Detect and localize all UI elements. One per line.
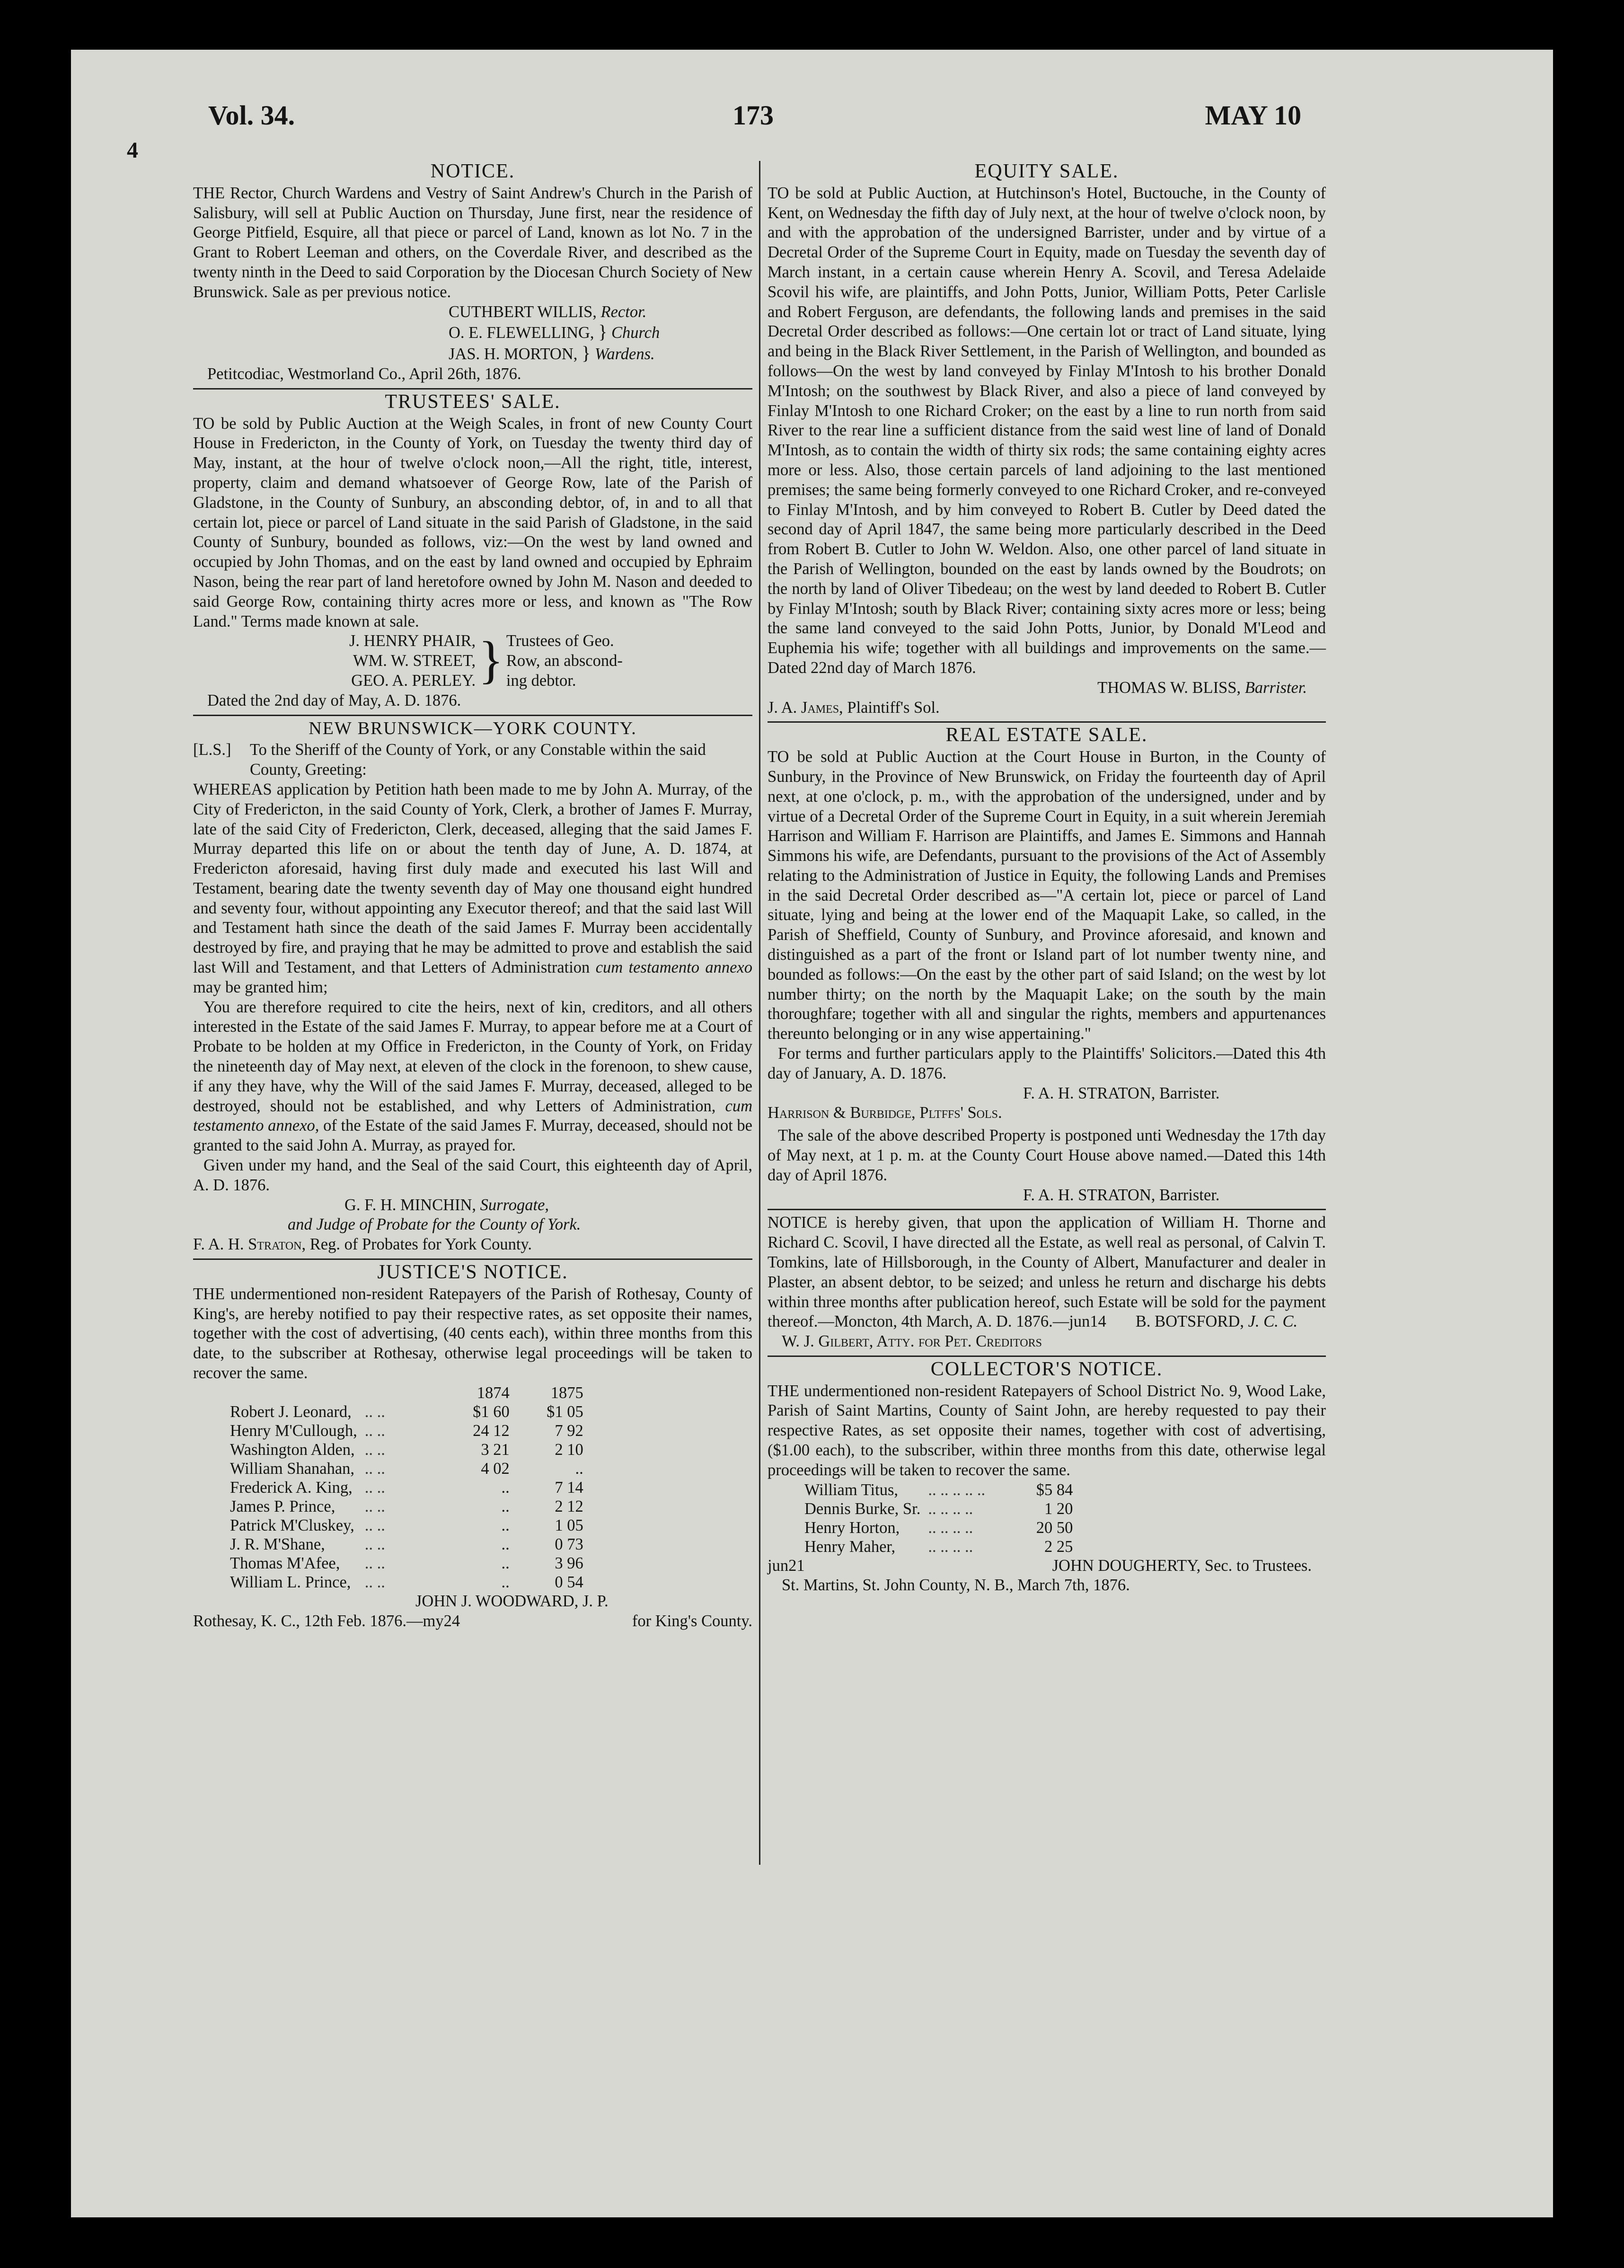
signer-name: JAS. H. MORTON, [449, 345, 578, 363]
rate-1875: 7 14 [555, 1478, 583, 1497]
rate-1874: 3 21 [481, 1440, 510, 1459]
trustee-name: GEO. A. PERLEY. [351, 671, 476, 690]
ratepayer-name: William L. Prince, [230, 1573, 351, 1591]
rate-1874: $1 60 [473, 1402, 510, 1421]
rate-1875: 0 73 [555, 1535, 583, 1553]
real-estate-signature-2: F. A. H. STRATON, Barrister. [1023, 1186, 1220, 1204]
collector-dateline: St. Martins, St. John County, N. B., March 7th, 1876. [782, 1576, 1130, 1595]
ratepayer-name: Robert J. Leonard, [230, 1402, 352, 1421]
leader-dots: .. .. [364, 1459, 385, 1478]
real-estate-postponement: The sale of the above described Property is postponed unti Wednesday the 17th day of May next, at 1 p. m. at the County Court House above named.—Dated this 14th day of April 1876. [768, 1126, 1326, 1184]
collector-rates-table [801, 1480, 1077, 1556]
absent-debtor-signature: B. BOTSFORD, J. C. C. [1135, 1312, 1297, 1331]
notice-body: THE Rector, Church Wardens and Vestry of Saint Andrew's Church in the Parish of Salisbury, will sell at Public Auction on Thursday, June first, near the residence of George Pitfield, Esquire, all that piece or parcel of Land, known as lot No. 7 in the Grant to Robert Leeman and others, on the Coverdale River, and described as the twenty ninth in the Deed to said Corporation by the Diocesan Church Society of New Brunswick. Sale as per previous notice. [193, 184, 752, 301]
leader-dots: .. .. [364, 1516, 385, 1534]
rate-1875: 1 05 [555, 1516, 583, 1534]
rate-1874: .. [501, 1535, 510, 1553]
notice-title: NOTICE. [430, 160, 515, 182]
collector-signature-row [768, 1556, 1326, 1576]
leader-dots: .. .. [364, 1440, 385, 1459]
divider [193, 388, 752, 390]
ratepayer-name: William Shanahan, [230, 1459, 355, 1478]
rate-1874: 4 02 [481, 1459, 510, 1478]
probate-address: To the Sheriff of the County of York, or any Constable within the said County, Greeting: [250, 741, 706, 779]
page-number: 173 [733, 100, 774, 131]
leader-dots: .. .. .. .. [928, 1518, 973, 1537]
divider [193, 1258, 752, 1260]
justice-signature-role: for King's County. [632, 1612, 752, 1630]
ratepayer-name: J. R. M'Shane, [230, 1535, 325, 1553]
trustee-name: WM. W. STREET, [353, 652, 476, 670]
leader-dots: .. .. .. .. [928, 1499, 973, 1518]
real-estate-terms: For terms and further particulars apply to the Plaintiffs' Solicitors.—Dated this 4th day of January, A. D. 1876. [768, 1045, 1326, 1082]
table-row [226, 1516, 587, 1535]
leader-dots: .. .. [364, 1535, 385, 1553]
probate-address-block [193, 740, 752, 780]
equity-solicitor: J. A. James, Plaintiff's Sol. [768, 698, 940, 717]
rate-1874: .. [501, 1478, 510, 1497]
left-column [193, 161, 752, 1631]
trustee-name: J. HENRY PHAIR, [349, 632, 476, 650]
equity-body: TO be sold at Public Auction, at Hutchinson's Hotel, Buctouche, in the County of Kent, on Wednesday the fifth day of July next, at the hour of twelve o'clock noon, by and with the approbation of the undersigned Barrister, under and by virtue of a Decretal Order of the Supreme Court in Equity, made on Tuesday the seventh day of March instant, in a certain cause wherein Henry A. Scovil, and Teresa Adelaide Scovil his wife, are plaintiffs, and John Potts, Junior, William Potts, Peter Carlisle and Robert Ferguson, are defendants, the following lands and premises in the said Decretal Order described as follows:—One certain lot or tract of Land situate, lying and being in the Black River Settlement, in the Parish of Wellington, and bounded as follows—On the west by land conveyed by Finlay M'Intosh to his brother Donald M'Intosh; on the southwest by Black River, and also a piece of land conveyed by Finlay M'Intosh to one Richard Croker; on the east by a line to run north from said River to the rear line a sufficient distance from the said west line of land of Donald M'Intosh, as to contain the width of thirty six rods; the same containing eighty acres more or less. Also, those certain parcels of land adjoining to the last mentioned premises; the same being formerly conveyed to one Richard Croker, and re-conveyed to Finlay M'Intosh, and by him conveyed to Robert B. Cutler by Deed dated the second day of April 1847, the same being more particularly described in the Deed from Robert B. Cutler to John W. Weldon. Also, one other parcel of land situate in the Parish of Wellington, bounded on the east by lands owned by the Boudrots; on the north by land of Oliver Tibedeau; on the west by land deeded to Robert B. Cutler by Finlay M'Intosh; south by Black River; containing sixty acres more or less; being the same land conveyed to the said John Potts, Junior, by Donald M'Leod and Euphemia his wife; together with all buildings and improvements on the same.—Dated 22nd day of March 1876. [768, 184, 1326, 677]
probate-para-2: You are therefore required to cite the heirs, next of kin, creditors, and all others interested in the Estate of the said James F. Murray, to appear before me at a Court of Probate to be holden at my Office in Fredericton, in the County of York, on Friday the nineteenth day of May next, at eleven of the clock in the forenoon, to shew cause, if any they have, why the Will of the said James F. Murray, deceased, alleged to be destroyed, should not be established, and why Letters of Administration, cum testamento annexo, of the Estate of the said James F. Murray, deceased, should not be granted to the said John A. Murray, as prayed for. [193, 998, 752, 1155]
column-header: 1875 [550, 1383, 583, 1402]
trustees-body: TO be sold by Public Auction at the Weigh Scales, in front of new County Court House in Fredericton, in the County of York, on Tuesday the twenty third day of May, instant, at the hour of twelve o'clock noon,—All the right, title, interest, property, claim and demand whatsoever of George Row, late of the Parish of Gladstone, in the County of Sunbury, an absconding debtor, of, in and to all that certain lot, piece or parcel of Land situate in the said Parish of Gladstone, in the said County of Sunbury, bounded as follows, viz:—On the west by land owned and occupied by John Thomas, and on the east by land owned and occupied by Ephraim Nason, being the rear part of land heretofore owned by John M. Nason and deeded to said George Row, containing thirty acres more or less, and known as "The Row Land." Terms made known at sale. [193, 414, 752, 630]
volume-label: Vol. 34. [208, 100, 295, 131]
column-header: 1874 [477, 1383, 510, 1402]
rate-1874: .. [501, 1497, 510, 1515]
rate-1874: .. [501, 1516, 510, 1534]
absent-debtor-notice-section [768, 1213, 1326, 1351]
table-row [226, 1573, 587, 1592]
table-row [226, 1478, 587, 1497]
justice-title: JUSTICE'S NOTICE. [377, 1261, 568, 1284]
table-row [226, 1497, 587, 1516]
leader-dots: .. .. [364, 1402, 385, 1421]
rate-amount: 2 25 [1044, 1537, 1073, 1556]
ratepayer-name: Thomas M'Afee, [230, 1554, 340, 1572]
justice-signature: JOHN J. WOODWARD, J. P. [415, 1592, 609, 1610]
rate-1874: .. [501, 1554, 510, 1572]
ratepayer-name: James P. Prince, [230, 1497, 335, 1515]
trustee-role: Row, an abscond- [506, 652, 623, 670]
rate-1875: 2 12 [555, 1497, 583, 1515]
leader-dots: .. .. [364, 1478, 385, 1497]
ratepayer-name: Henry Maher, [804, 1537, 896, 1556]
absent-debtor-attorney: W. J. Gilbert, Atty. for Pet. Creditors [782, 1332, 1042, 1351]
trustee-role: ing debtor. [506, 671, 576, 690]
rates-table [226, 1383, 587, 1592]
justice-dateline-row [193, 1612, 752, 1631]
table-row [226, 1421, 587, 1440]
rate-1875: 3 96 [555, 1554, 583, 1572]
rate-amount: 20 50 [1036, 1518, 1073, 1537]
table-row [226, 1535, 587, 1554]
table-header [226, 1383, 587, 1402]
collector-notice-section [768, 1360, 1326, 1595]
table-row [801, 1499, 1077, 1518]
trustees-title: TRUSTEES' SALE. [385, 390, 561, 413]
divider [768, 1355, 1326, 1357]
leader-dots: .. .. .. .. [928, 1537, 973, 1556]
table-row [226, 1402, 587, 1421]
rate-1875: $1 05 [547, 1402, 583, 1421]
rate-1874: .. [501, 1573, 510, 1591]
leader-dots: .. .. .. .. .. [928, 1480, 986, 1499]
column-divider [759, 161, 760, 1865]
ratepayer-name: William Titus, [804, 1480, 899, 1499]
notice-section [193, 162, 752, 384]
justice-notice-section [193, 1263, 752, 1631]
rate-1875: 2 10 [555, 1440, 583, 1459]
justice-body: THE undermentioned non-resident Ratepayers of the Parish of Rothesay, County of King's, are hereby notified to pay their respective rates, as set opposite their names, together with the cost of advertising, (40 cents each), within three months from this date, to the subscriber at Rothesay, otherwise legal proceedings will be taken to recover the same. [193, 1285, 752, 1382]
table-row [801, 1480, 1077, 1499]
divider [193, 715, 752, 716]
leader-dots: .. .. [364, 1554, 385, 1572]
leader-dots: .. .. [364, 1497, 385, 1515]
trustee-role: Trustees of Geo. [506, 632, 614, 650]
issue-date: MAY 10 [1205, 100, 1301, 131]
signer-role: Church [611, 324, 660, 342]
rate-1875: 0 54 [555, 1573, 583, 1591]
notice-dateline: Petitcodiac, Westmorland Co., April 26th, 1876. [207, 364, 521, 383]
seal-mark: [L.S.] [193, 741, 231, 759]
probate-para-3: Given under my hand, and the Seal of the said Court, this eighteenth day of April, A. D. 1876. [193, 1156, 752, 1194]
table-row [226, 1459, 587, 1478]
collector-title: COLLECTOR'S NOTICE. [930, 1358, 1163, 1380]
notice-signatures: CUTHBERT WILLIS, Rector. O. E. FLEWELLING, } Church JAS. H. MORTON, } Wardens. [449, 302, 660, 364]
ratepayer-name: Washington Alden, [230, 1440, 355, 1459]
equity-sale-section [768, 162, 1326, 718]
ratepayer-name: Dennis Burke, Sr. [804, 1499, 921, 1518]
equity-signature: THOMAS W. BLISS, Barrister. [1097, 678, 1307, 697]
page-header [208, 99, 1301, 142]
probate-para-1: WHEREAS application by Petition hath been made to me by John A. Murray, of the City of Fredericton, in the said County of York, Clerk, a brother of James F. Murray, late of the said City of Fredericton, Clerk, deceased, alleging that the said James F. Murray departed this life on or about the tenth day of June, A. D. 1874, at Fredericton aforesaid, having first duly made and executed his last Will and Testament, bearing date the twenty seventh day of May one thousand eight hundred and seventy four, without appointing any Executor thereof; and that the said last Will and Testament hath since the death of the said James F. Murray been accidentally destroyed by fire, and praying that he may be admitted to prove and establish the said last Will and Testament, and that Letters of Administration cum testamento annexo may be granted him; [193, 780, 752, 996]
ratepayer-name: Henry M'Cullough, [230, 1421, 357, 1440]
divider [768, 1209, 1326, 1210]
probate-signature-role: and Judge of Probate for the County of York. [288, 1215, 581, 1234]
absent-debtor-body: NOTICE is hereby given, that upon the application of William H. Thorne and Richard C. Scovil, I have directed all the Estate, as well real as personal, of Calvin T. Tomkins, late of Hillsborough, in the County of Albert, Manufacturer and dealer in Plaster, an absent debtor, to be seized; and unless he return and discharge his debts within three months after publication hereof, such Estate will be sold for the payment thereof.—Moncton, 4th March, A. D. 1876.—jun14 [768, 1214, 1326, 1331]
signer-role: Wardens. [594, 345, 655, 363]
ratepayer-name: Frederick A. King, [230, 1478, 353, 1497]
equity-title: EQUITY SALE. [974, 160, 1119, 182]
table-row [801, 1537, 1077, 1556]
table-row [226, 1440, 587, 1459]
collector-signature: JOHN DOUGHERTY, Sec. to Trustees. [1052, 1556, 1312, 1575]
real-estate-sale-section [768, 726, 1326, 1205]
table-row [226, 1554, 587, 1573]
rate-1875: .. [575, 1459, 583, 1478]
probate-registrar: F. A. H. Straton, Reg. of Probates for York County. [193, 1235, 532, 1254]
leader-dots: .. .. [364, 1421, 385, 1440]
justice-dateline: Rothesay, K. C., 12th Feb. 1876.—my24 [193, 1612, 460, 1630]
margin-mark: 4 [127, 138, 138, 163]
signer-name: CUTHBERT WILLIS, [449, 302, 597, 321]
leader-dots: .. .. [364, 1573, 385, 1591]
probate-title: NEW BRUNSWICK—YORK COUNTY. [309, 718, 637, 738]
trustees-signatures: J. HENRY PHAIR, WM. W. STREET, GEO. A. PERLEY. } Trustees of Geo. Row, an abscond- ing debtor. [349, 631, 752, 691]
real-estate-body: TO be sold at Public Auction at the Court House in Burton, in the County of Sunbury, in the Province of New Brunswick, on Friday the fourteenth day of April next, at one o'clock, p. m., with the approbation of the undersigned, under and by virtue of a Decretal Order of the Supreme Court in Equity, in a suit wherein Jeremiah Harrison and William F. Harrison are Plaintiffs, and James E. Simmons and Hannah Simmons his wife, are Defendants, pursuant to the provisions of the Act of Assembly relating to the Administration of Justice in Equity, the following Lands and Premises in the said Decretal Order described as—"A certain lot, piece or parcel of Land situate, lying and being at the lower end of the Maquapit Lake, so called, in the Parish of Sheffield, County of Sunbury, and Province aforesaid, and known and distinguished as a part of the front or Island part of lot number twenty nine, and bounded as follows:—On the east by the other part of said Island; on the west by lot number thirty; on the north by the Maquapit Lake; on the south by the main thoroughfare; together with all and singular the rights, members and appurtenances thereunto belonging or in any wise appertaining." [768, 748, 1326, 1043]
collector-body: THE undermentioned non-resident Ratepayers of School District No. 9, Wood Lake, Parish of Saint Martins, County of Saint John, are hereby requested to pay their respective Rates, as set opposite their names, together with cost of advertising, ($1.00 each), to the subscriber, within three months from this date, otherwise legal proceedings will be taken to recover the same. [768, 1382, 1326, 1479]
probate-section [193, 719, 752, 1255]
divider [768, 721, 1326, 723]
table-row [801, 1518, 1077, 1537]
collector-reference: jun21 [768, 1556, 805, 1575]
trustees-sale-section [193, 392, 752, 711]
rate-amount: 1 20 [1044, 1499, 1073, 1518]
rate-amount: $5 84 [1036, 1480, 1073, 1499]
ratepayer-name: Henry Horton, [804, 1518, 900, 1537]
probate-signature: G. F. H. MINCHIN, Surrogate, [344, 1196, 549, 1214]
trustees-dateline: Dated the 2nd day of May, A. D. 1876. [207, 691, 461, 709]
signer-role: Rector. [600, 302, 647, 321]
ratepayer-name: Patrick M'Cluskey, [230, 1516, 354, 1534]
right-column [768, 161, 1326, 1595]
rate-1875: 7 92 [555, 1421, 583, 1440]
real-estate-solicitors: Harrison & Burbidge, Pltffs' Sols. [768, 1104, 1002, 1122]
signer-name: O. E. FLEWELLING, [449, 324, 594, 342]
real-estate-title: REAL ESTATE SALE. [945, 724, 1148, 746]
rate-1874: 24 12 [473, 1421, 510, 1440]
real-estate-signature: F. A. H. STRATON, Barrister. [1023, 1084, 1220, 1102]
